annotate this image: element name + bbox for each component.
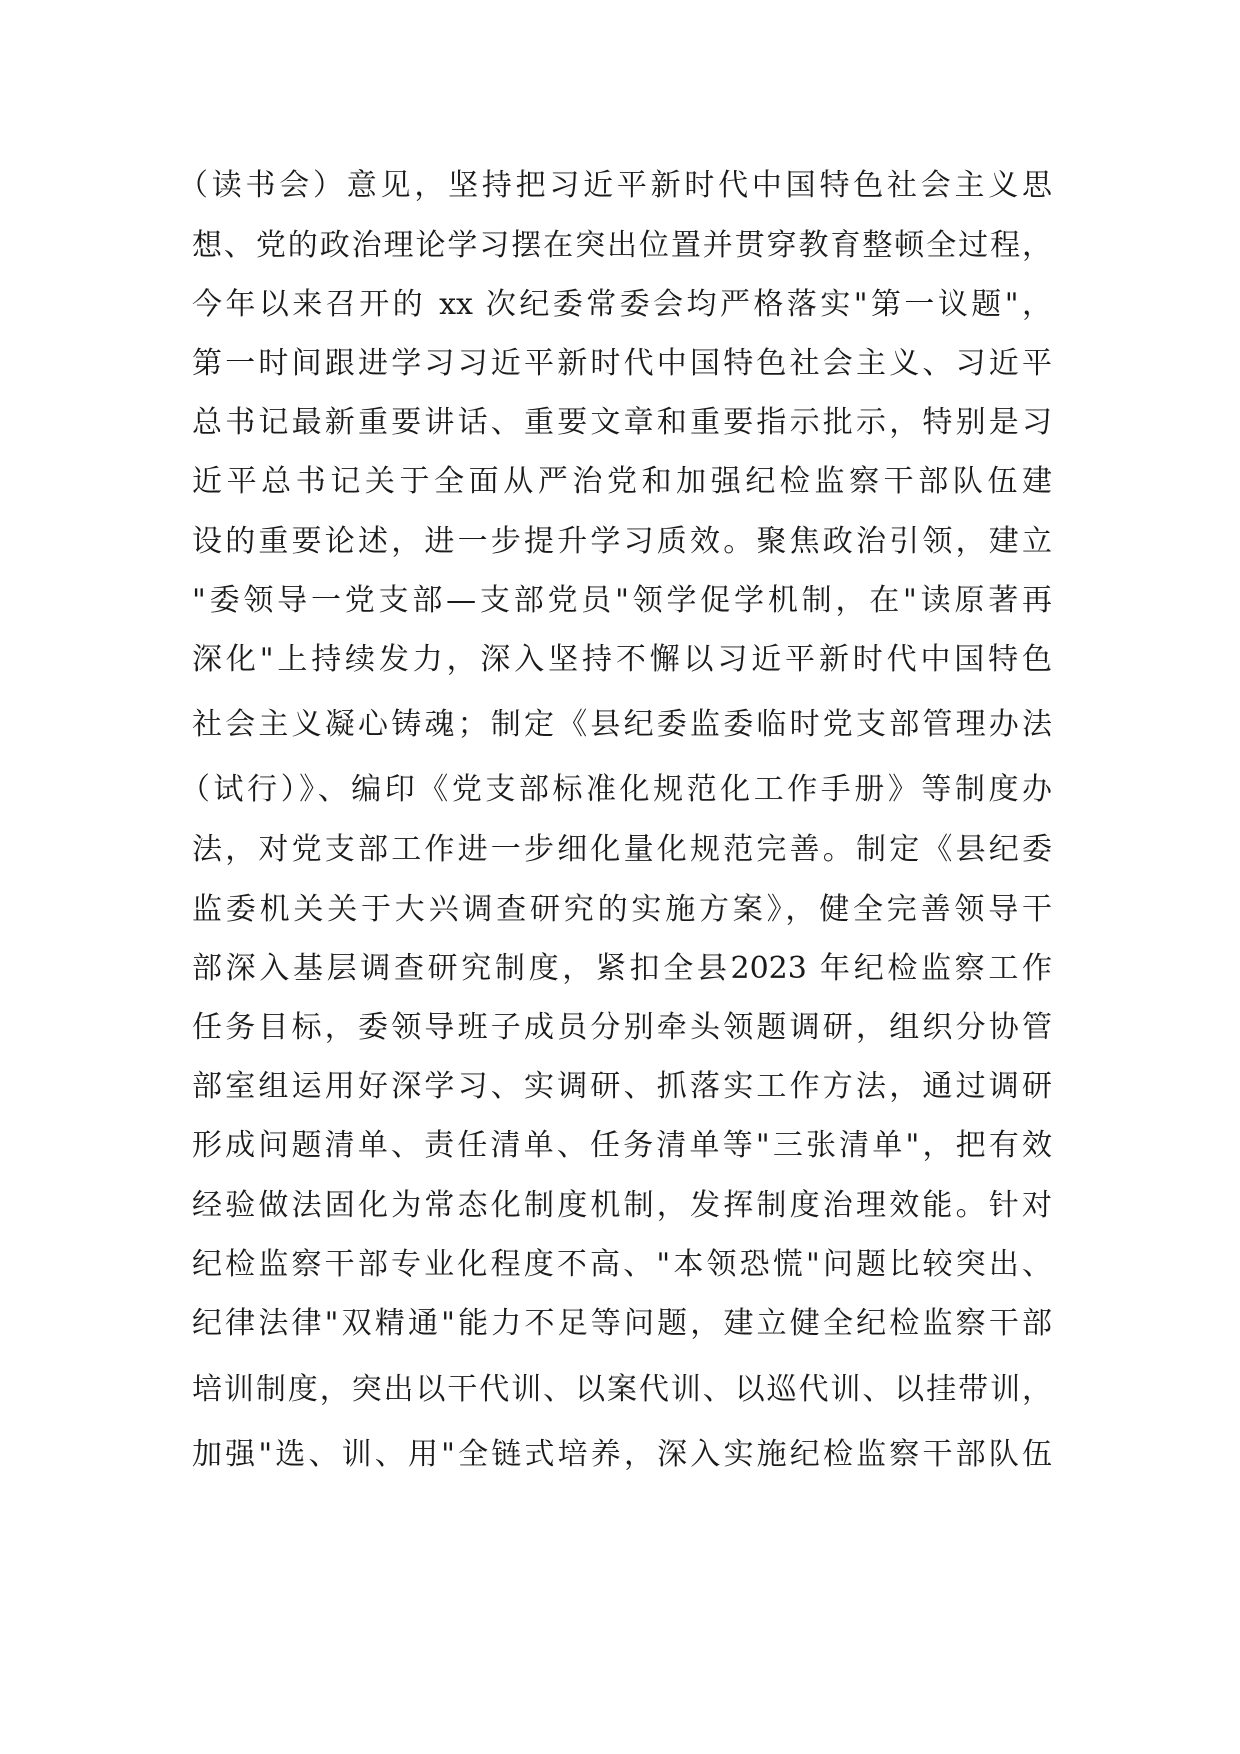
body-text-line: 形成问题清单、责任清单、任务清单等"三张清单"，把有效 <box>192 1128 1052 1163</box>
body-text-line: 部深入基层调查研究制度，紧扣全县2023 年纪检监察工作 <box>192 951 1052 986</box>
body-text-line: 总书记最新重要讲话、重要文章和重要指示批示，特别是习 <box>192 405 1052 440</box>
body-text-line: 监委机关关于大兴调查研究的实施方案》，健全完善领导干 <box>192 892 1052 927</box>
body-text-line: 培训制度，突出以干代训、以案代训、以巡代训、以挂带训， <box>192 1372 1052 1407</box>
body-text-line: 深化"上持续发力，深入坚持不懈以习近平新时代中国特色 <box>192 642 1052 677</box>
body-text-line: 想、党的政治理论学习摆在突出位置并贯穿教育整顿全过程， <box>192 228 1052 263</box>
body-text-line: 经验做法固化为常态化制度机制，发挥制度治理效能。针对 <box>192 1188 1052 1223</box>
body-text-line: 部室组运用好深学习、实调研、抓落实工作方法，通过调研 <box>192 1069 1052 1104</box>
body-text-line: 设的重要论述，进一步提升学习质效。聚焦政治引领，建立 <box>192 524 1052 559</box>
body-text-line: 加强"选、训、用"全链式培养，深入实施纪检监察干部队伍 <box>192 1437 1052 1472</box>
body-text-line: （试行）》、编印《党支部标准化规范化工作手册》等制度办 <box>180 772 1052 807</box>
body-text-line: 纪律法律"双精通"能力不足等问题，建立健全纪检监察干部 <box>192 1306 1052 1341</box>
body-text-line: 今年以来召开的 xx 次纪委常委会均严格落实"第一议题"， <box>192 287 1052 322</box>
body-text-line: "委领导一党支部—支部党员"领学促学机制，在"读原著再 <box>192 583 1052 618</box>
body-text-line: 纪检监察干部专业化程度不高、"本领恐慌"问题比较突出、 <box>192 1247 1052 1282</box>
body-text-line: 社会主义凝心铸魂；制定《县纪委监委临时党支部管理办法 <box>192 707 1052 742</box>
body-text-line: 法，对党支部工作进一步细化量化规范完善。制定《县纪委 <box>192 832 1052 867</box>
body-text-line: 任务目标，委领导班子成员分别牵头领题调研，组织分协管 <box>192 1010 1052 1045</box>
body-text-line: 近平总书记关于全面从严治党和加强纪检监察干部队伍建 <box>192 464 1052 499</box>
body-text-line: 第一时间跟进学习习近平新时代中国特色社会主义、习近平 <box>192 346 1052 381</box>
body-text-line: （读书会）意见，坚持把习近平新时代中国特色社会主义思 <box>178 168 1052 203</box>
